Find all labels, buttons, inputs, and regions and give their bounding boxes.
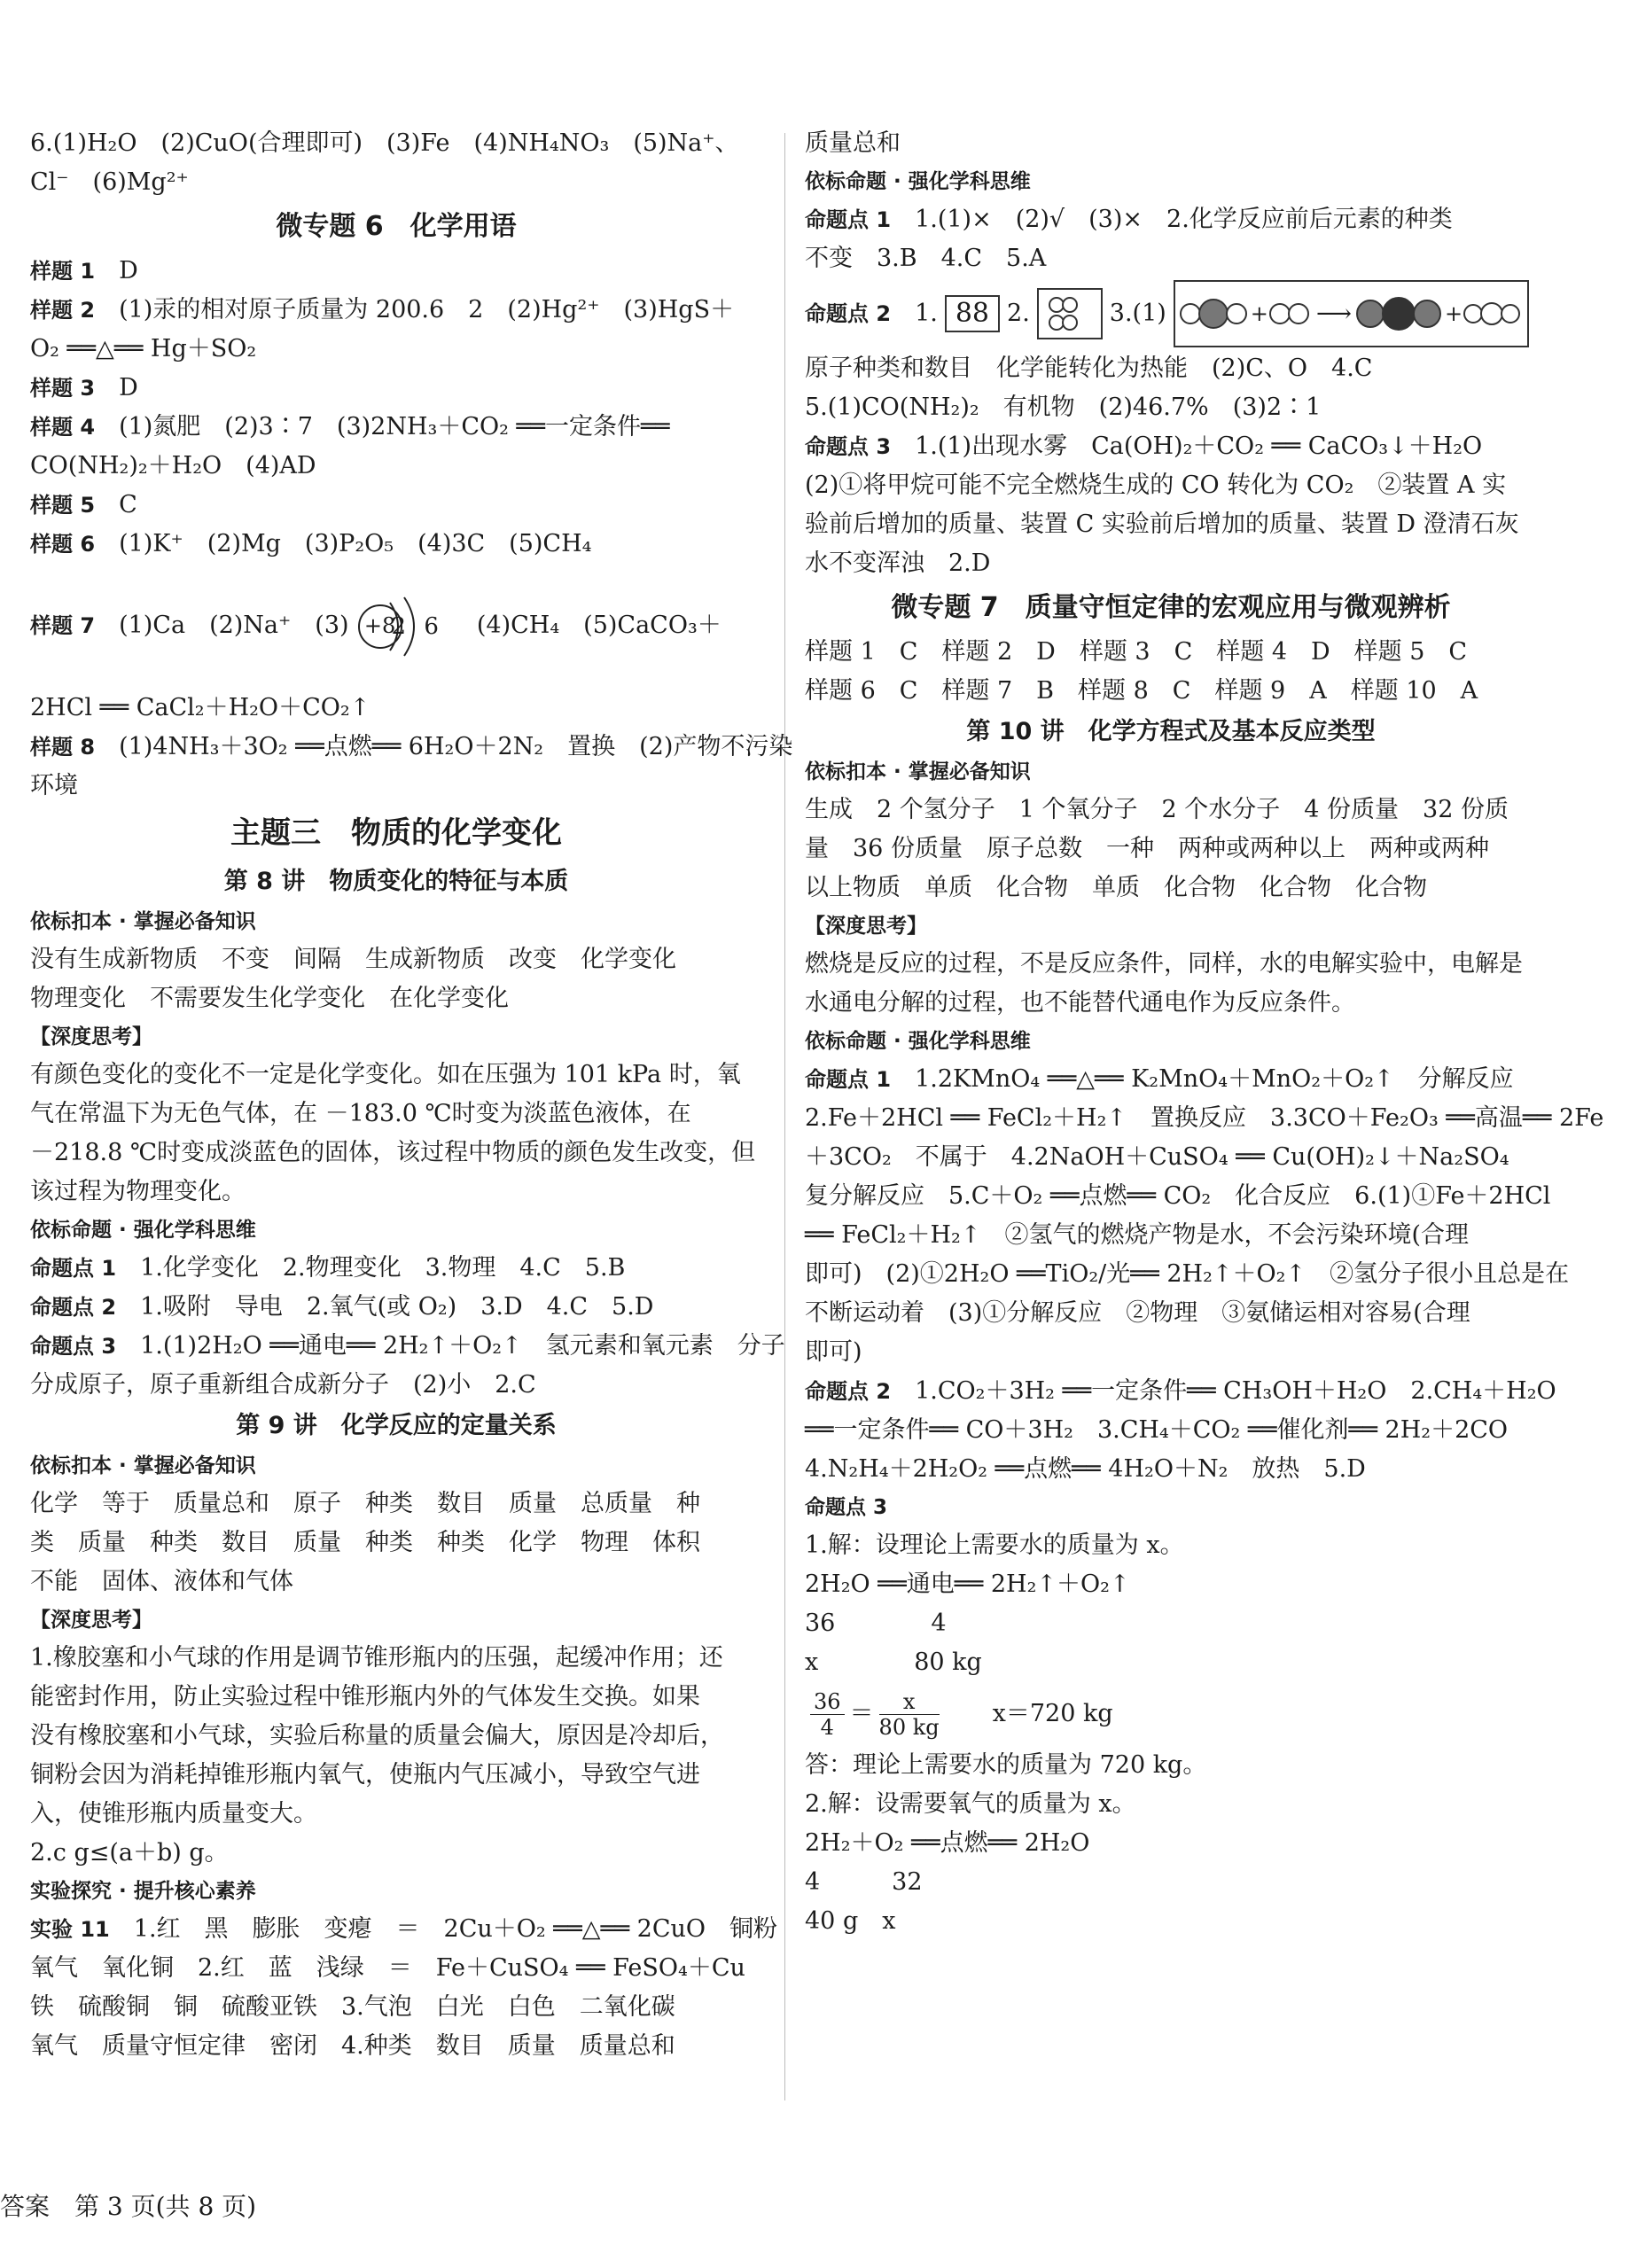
molecule-icon [1466,302,1520,325]
answer-label: 样题 4 [30,415,96,440]
answer-line [30,291,762,330]
text-line: 样题 6 C 样题 7 B 样题 8 C 样题 9 A 样题 10 A [805,677,1478,705]
subsection-heading: 【深度思考】 [30,1025,152,1048]
arrow-icon: ⟶ [1315,299,1353,328]
page-footer: 答案 第 3 页(共 8 页) [0,2192,257,2221]
reaction-diagram [1174,280,1529,347]
text-line: 铁 硫酸铜 铜 硫酸亚铁 3.气泡 白光 白色 二氧化碳 [30,1992,675,2021]
answer-text: 1.(1)出现水雾 Ca(OH)₂＋CO₂ ══ CaCO₃↓＋H₂O [915,433,1483,460]
answer-line [30,1288,762,1327]
text-line: 4 32 [805,1868,923,1896]
answer-text: 1.(1)× (2)√ (3)× 2.化学反应前后元素的种类 [915,206,1453,233]
answer-line [805,1060,1537,1099]
text-line: 燃烧是反应的过程，不是反应条件，同样，水的电解实验中，电解是 [805,950,1523,978]
answer-line [805,278,1537,349]
text-line: 量 36 份质量 原子总数 一种 两种或两种以上 两种或两种 [805,835,1489,862]
spacer [30,669,762,689]
answer-text: 1.吸附 导电 2.氧气(或 O₂) 3.D 4.C 5.D [140,1292,654,1321]
subsection-heading: 【深度思考】 [30,1608,152,1632]
answer-line [30,1327,785,1366]
denominator: 4 [820,1714,834,1740]
numerator: 36 [810,1689,845,1715]
answer-text: 1.CO₂＋3H₂ ══一定条件══ CH₃OH＋H₂O 2.CH₄＋H₂O [915,1377,1556,1405]
text-line: 2.c g≤(a＋b) g。 [30,1838,229,1867]
text-line: 化学 等于 质量总和 原子 种类 数目 质量 总质量 种 [30,1489,700,1517]
answer-box-molecules [1037,288,1103,339]
text-line: 没有橡胶塞和小气球，实验后称量的质量会偏大，原因是冷却后， [30,1721,724,1750]
text-line: 没有生成新物质 不变 间隔 生成新物质 改变 化学变化 [30,945,676,973]
text-line: 水通电分解的过程，也不能替代通电作为反应条件。 [805,989,1355,1017]
answer-line [30,369,762,408]
text-line: 不能 固体、液体和气体 [30,1567,293,1595]
text-line: －218.8 ℃时变成淡蓝色的固体，该过程中物质的颜色发生改变，但 [30,1138,756,1166]
answer-text: 1.2KMnO₄ ══△══ K₂MnO₄＋MnO₂＋O₂↑ 分解反应 [915,1065,1514,1093]
lecture-title: 第 10 讲 化学方程式及基本反应类型 [966,718,1376,745]
text-line: O₂ ══△══ Hg＋SO₂ [30,335,257,362]
text-line: 生成 2 个氢分子 1 个氧分子 2 个水分子 4 份质量 32 份质 [805,796,1509,823]
text-line: 不变 3.B 4.C 5.A [805,245,1047,272]
answer-line [30,583,762,669]
answer-label: 样题 7 [30,613,96,638]
answer-label: 样题 8 [30,734,96,760]
text-line: 氧气 质量守恒定律 密闭 4.种类 数目 质量 质量总和 [30,2031,675,2060]
section-title: 微专题 7 质量守恒定律的宏观应用与微观辨析 [891,592,1451,623]
text-line: 质量总和 [805,129,901,157]
answer-label: 样题 6 [30,532,96,557]
text-line: 验前后增加的质量、装置 C 实验前后增加的质量、装置 D 澄清石灰 [805,510,1519,538]
answer-text: D [119,257,138,284]
molecule-icon [1182,299,1247,329]
answer-label: 命题点 3 [30,1333,117,1359]
answer-line [805,1372,1556,1411]
answer-text: (1)K⁺ (2)Mg (3)P₂O₅ (4)3C (5)CH₄ [119,530,592,557]
answer-text: 1.(1)2H₂O ══通电══ 2H₂↑＋O₂↑ 氢元素和氧元素 分子 [140,1331,785,1360]
fraction [810,1689,845,1740]
answer-line [805,427,1537,466]
answer-line [30,525,762,564]
answer-label: 样题 2 [30,298,96,323]
answer-line [30,252,762,291]
text-line: 不断运动着 (3)①分解反应 ②物理 ③氨储运相对容易(合理 [805,1299,1470,1327]
text-line: 物理变化 不需要发生化学变化 在化学变化 [30,984,509,1012]
answer-text: C [119,491,137,518]
text-line: (2)①将甲烷可能不完全燃烧生成的 CO 转化为 CO₂ ②装置 A 实 [805,472,1507,499]
answer-text: 2. [1007,300,1030,327]
answer-box-88: 88 [945,295,1000,332]
answer-line [30,1910,778,1949]
text-line: 2.Fe＋2HCl ══ FeCl₂＋H₂↑ 置换反应 3.3CO＋Fe₂O₃ ══高温══ 2Fe [805,1104,1604,1132]
answer-label: 样题 1 [30,259,96,284]
answer-line [805,200,1537,239]
left-column [30,124,793,2066]
fraction [879,1689,940,1740]
molecule-icon [1272,303,1309,324]
text-line: 6.(1)H₂O (2)CuO(合理即可) (3)Fe (4)NH₄NO₃ (5)Na⁺、 [30,129,739,157]
column-divider [784,133,785,2100]
nucleus-circle: +8 [358,604,402,649]
text-line: 入，使锥形瓶内质量变大。 [30,1799,317,1828]
subsection-heading: 依标命题 · 强化学科思维 [30,1218,256,1242]
answer-line [30,728,793,767]
text-line: 该过程为物理变化。 [30,1177,246,1205]
text-line: 复分解反应 5.C＋O₂ ══点燃══ CO₂ 化合反应 6.(1)①Fe＋2HCl [805,1182,1551,1210]
text-line: 4.N₂H₄＋2H₂O₂ ══点燃══ 4H₂O＋N₂ 放热 5.D [805,1455,1366,1483]
molecule-icon [1051,297,1078,313]
lecture-title: 第 8 讲 物质变化的特征与本质 [223,867,569,895]
text-line: 5.(1)CO(NH₂)₂ 有机物 (2)46.7% (3)2∶1 [805,394,1322,421]
answer-text: 1.红 黑 膨胀 变瘪 ＝ 2Cu＋O₂ ══△══ 2CuO 铜粉 [133,1914,778,1943]
answer-label: 命题点 1 [30,1255,117,1281]
theme-title: 主题三 物质的化学变化 [230,814,562,851]
answer-text: (1)汞的相对原子质量为 200.6 2 (2)Hg²⁺ (3)HgS＋ [119,296,735,323]
text-line: CO(NH₂)₂＋H₂O (4)AD [30,452,316,479]
answer-label: 样题 5 [30,493,96,518]
answer-text: (1)Ca (2)Na⁺ (3) [119,612,349,639]
text-line: 1.解：设理论上需要水的质量为 x。 [805,1531,1184,1559]
answer-text: D [119,374,138,401]
text-line: 以上物质 单质 化合物 单质 化合物 化合物 化合物 [805,874,1427,901]
text-line: x 80 kg [805,1648,982,1676]
answer-label: 命题点 2 [30,1294,117,1320]
text-line: ══一定条件══ CO＋3H₂ 3.CH₄＋CO₂ ══催化剂══ 2H₂＋2CO [805,1416,1509,1444]
subsection-heading: 依标扣本 · 掌握必备知识 [30,909,256,933]
text-line: ＋3CO₂ 不属于 4.2NaOH＋CuSO₄ ══ Cu(OH)₂↓＋Na₂SO₄ [805,1143,1509,1171]
text-line: 2H₂＋O₂ ══点燃══ 2H₂O [805,1829,1090,1857]
text-line: 2.解：设需要氧气的质量为 x。 [805,1790,1136,1818]
answer-text: 3.(1) [1109,300,1166,327]
text-line: 2HCl ══ CaCl₂＋H₂O＋CO₂↑ [30,693,370,721]
text-line: Cl⁻ (6)Mg²⁺ [30,168,189,196]
answer-label: 命题点 2 [805,301,892,326]
text-line: 样题 1 C 样题 2 D 样题 3 C 样题 4 D 样题 5 C [805,638,1468,666]
text-line: 氧气 氧化铜 2.红 蓝 浅绿 ＝ Fe＋CuSO₄ ══ FeSO₄＋Cu [30,1953,745,1982]
equals-sign: ＝ [849,1700,874,1727]
lecture-title: 第 9 讲 化学反应的定量关系 [236,1411,557,1439]
answer-text: 1. [915,300,938,327]
text-line: 即可) (2)①2H₂O ══TiO₂/光══ 2H₂↑＋O₂↑ ②氢分子很小且总是在 [805,1260,1570,1288]
answer-line [30,486,762,525]
electron-counts: 2 6 [391,612,444,640]
text-line: 36 4 [805,1609,947,1637]
answer-text: (1)氮肥 (2)3∶7 (3)2NH₃＋CO₂ ══一定条件══ [119,413,670,440]
text-line: 答：理论上需要水的质量为 720 kg。 [805,1751,1207,1779]
text-line: 有颜色变化的变化不一定是化学变化。如在压强为 101 kPa 时，氧 [30,1060,741,1088]
molecule-icon [1051,315,1078,331]
answer-text: (1)4NH₃＋3O₂ ══点燃══ 6H₂O＋2N₂ 置换 (2)产物不污染 [119,732,793,760]
text-line: 2H₂O ══通电══ 2H₂↑＋O₂↑ [805,1570,1130,1598]
answer-line [30,408,762,447]
numerator: x [879,1689,940,1715]
spacer [30,564,762,583]
text-line: 40 g x [805,1907,896,1935]
text-line: 原子种类和数目 化学能转化为热能 (2)C、O 4.C [805,355,1373,382]
subsection-heading: 实验探究 · 提升核心素养 [30,1879,256,1903]
answer-label: 实验 11 [30,1916,110,1942]
subsection-heading: 依标扣本 · 掌握必备知识 [805,760,1031,783]
text-line: 类 质量 种类 数目 质量 种类 种类 化学 物理 体积 [30,1528,700,1556]
text-line: 水不变浑浊 2.D [805,549,991,577]
text-line: 环境 [30,771,78,799]
answer-label: 样题 3 [30,376,96,401]
text-line: 气在常温下为无色气体，在 －183.0 ℃时变为淡蓝色液体，在 [30,1099,691,1127]
subsection-heading: 命题点 3 [805,1496,888,1519]
section-title: 微专题 6 化学用语 [276,211,517,242]
plus-sign: + [1445,301,1463,326]
right-column [805,124,1604,1941]
text-line: 能密封作用，防止实验过程中锥形瓶内外的气体发生交换。如果 [30,1682,700,1711]
subsection-heading: 【深度思考】 [805,915,927,938]
answer-label: 命题点 2 [805,1379,892,1404]
answer-line [30,1249,762,1288]
text-line: 即可) [805,1338,862,1366]
text-line: 铜粉会因为消耗掉锥形瓶内氧气，使瓶内气压减小，导致空气进 [30,1760,700,1789]
atom-structure-diagram [358,584,444,669]
answer-label: 命题点 1 [805,207,892,232]
subsection-heading: 依标命题 · 强化学科思维 [805,1030,1031,1053]
answer-label: 命题点 1 [805,1067,892,1092]
answer-label: 命题点 3 [805,434,892,459]
answer-text: 1.化学变化 2.物理变化 3.物理 4.C 5.B [140,1253,626,1282]
plus-sign: + [1250,301,1268,326]
answer-text: x＝720 kg [992,1700,1113,1727]
subsection-heading: 依标扣本 · 掌握必备知识 [30,1454,256,1477]
subsection-heading: 依标命题 · 强化学科思维 [805,170,1031,193]
text-line: 1.橡胶塞和小气球的作用是调节锥形瓶内的压强，起缓冲作用；还 [30,1643,723,1672]
molecule-icon [1359,297,1441,331]
fraction-line [805,1682,1537,1746]
text-line: 分成原子，原子重新组合成新分子 (2)小 2.C [30,1370,536,1399]
text-line: ══ FeCl₂＋H₂↑ ②氢气的燃烧产物是水，不会污染环境(合理 [805,1221,1469,1249]
answer-text: (4)CH₄ (5)CaCO₃＋ [476,612,722,639]
denominator: 80 kg [878,1714,940,1740]
